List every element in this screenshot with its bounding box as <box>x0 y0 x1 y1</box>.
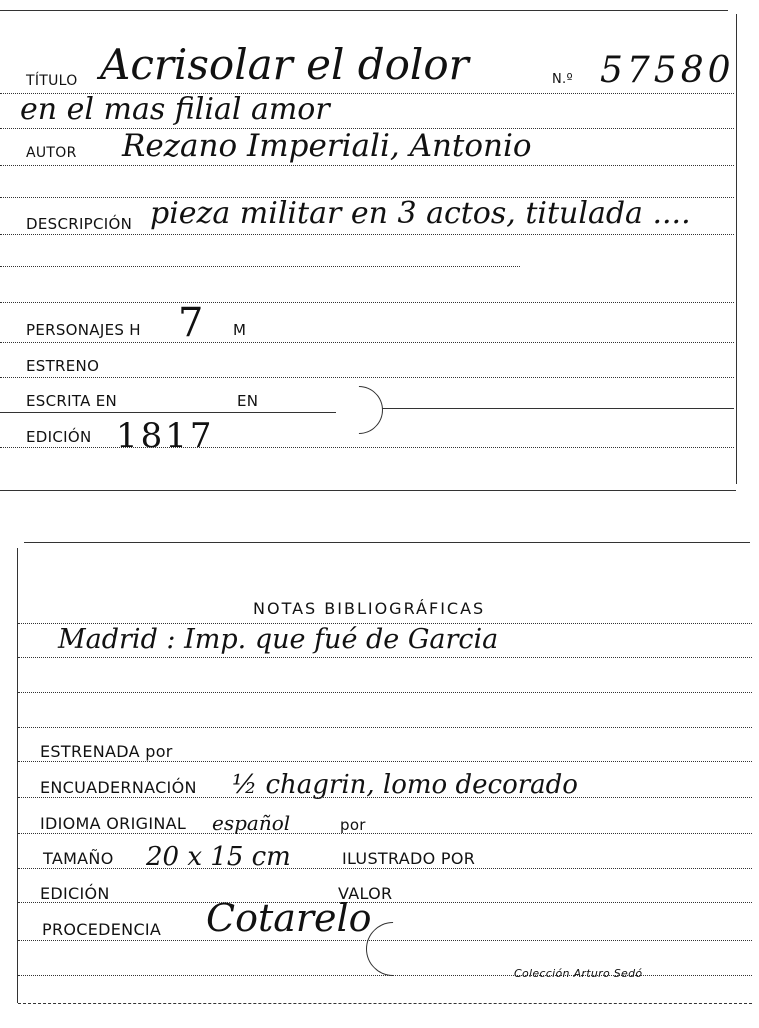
idioma-line <box>18 833 752 834</box>
catalog-card-bottom <box>0 530 759 1028</box>
personajes-h-value: 7 <box>178 300 204 346</box>
notas-line-4 <box>18 727 752 728</box>
estreno-label: ESTRENO <box>26 357 100 375</box>
numero-label: N.º <box>552 72 573 87</box>
catalog-card-top <box>0 0 759 495</box>
titulo-value: Acrisolar el dolor <box>100 40 469 89</box>
blank-line-3 <box>0 302 734 303</box>
titulo-continuation: en el mas filial amor <box>20 92 330 127</box>
edicion2-label: EDICIÓN <box>40 884 110 903</box>
tamano-line <box>18 868 752 869</box>
idioma-label: IDIOMA ORIGINAL <box>40 814 187 833</box>
card2-top-edge <box>24 542 750 543</box>
blank-line-2 <box>0 266 520 267</box>
card-bottom-edge <box>0 490 736 491</box>
estreno-line <box>0 377 734 378</box>
card2-left-edge <box>17 548 18 1003</box>
procedencia-value: Cotarelo <box>206 896 372 940</box>
notas-line-1 <box>18 623 752 624</box>
punch-hole <box>325 376 393 444</box>
tamano-value: 20 x 15 cm <box>146 842 291 872</box>
procedencia-label: PROCEDENCIA <box>42 920 162 939</box>
notas-value: Madrid : Imp. que fué de Garcia <box>58 624 499 655</box>
descripcion-label: DESCRIPCIÓN <box>26 215 133 233</box>
edicion2-line <box>18 902 752 903</box>
card-top-edge <box>0 10 728 11</box>
notas-line-3 <box>18 692 752 693</box>
escrita-line-right <box>382 408 734 409</box>
descripcion-line <box>0 234 734 235</box>
autor-value: Rezano Imperiali, Antonio <box>122 128 532 164</box>
estrenada-line <box>18 761 752 762</box>
escrita-label: ESCRITA EN <box>26 392 118 410</box>
tamano-label: TAMAÑO <box>43 849 114 868</box>
encuadernacion-line <box>18 797 752 798</box>
encuadernacion-label: ENCUADERNACIÓN <box>40 778 197 797</box>
card-right-edge <box>736 14 737 484</box>
estrenada-label: ESTRENADA por <box>40 742 173 761</box>
numero-value: 57580 <box>600 50 735 91</box>
edicion-line <box>0 447 734 448</box>
ilustrado-label: ILUSTRADO POR <box>342 849 476 868</box>
idioma-value: español <box>212 811 291 835</box>
escrita-en2-label: EN <box>237 392 259 410</box>
notas-label: NOTAS BIBLIOGRÁFICAS <box>253 599 486 618</box>
coleccion-label: Colección Arturo Sedó <box>514 967 643 980</box>
edicion-label: EDICIÓN <box>26 428 92 446</box>
idioma-por-label: por <box>340 816 366 834</box>
autor-label: AUTOR <box>26 145 77 161</box>
personajes-line <box>0 342 734 343</box>
encuadernacion-value: ½ chagrin, lomo decorado <box>232 770 578 800</box>
valor-label: VALOR <box>338 884 393 903</box>
personajes-label: PERSONAJES H <box>26 321 141 339</box>
personajes-m-label: M <box>233 321 247 339</box>
edicion-value: 1817 <box>116 416 215 456</box>
card2-bottom-edge <box>18 1003 752 1004</box>
titulo-label: TÍTULO <box>26 73 78 89</box>
escrita-line <box>0 412 336 413</box>
descripcion-value: pieza militar en 3 actos, titulada .... <box>150 196 691 231</box>
autor-line <box>0 165 734 166</box>
notas-line-2 <box>18 657 752 658</box>
